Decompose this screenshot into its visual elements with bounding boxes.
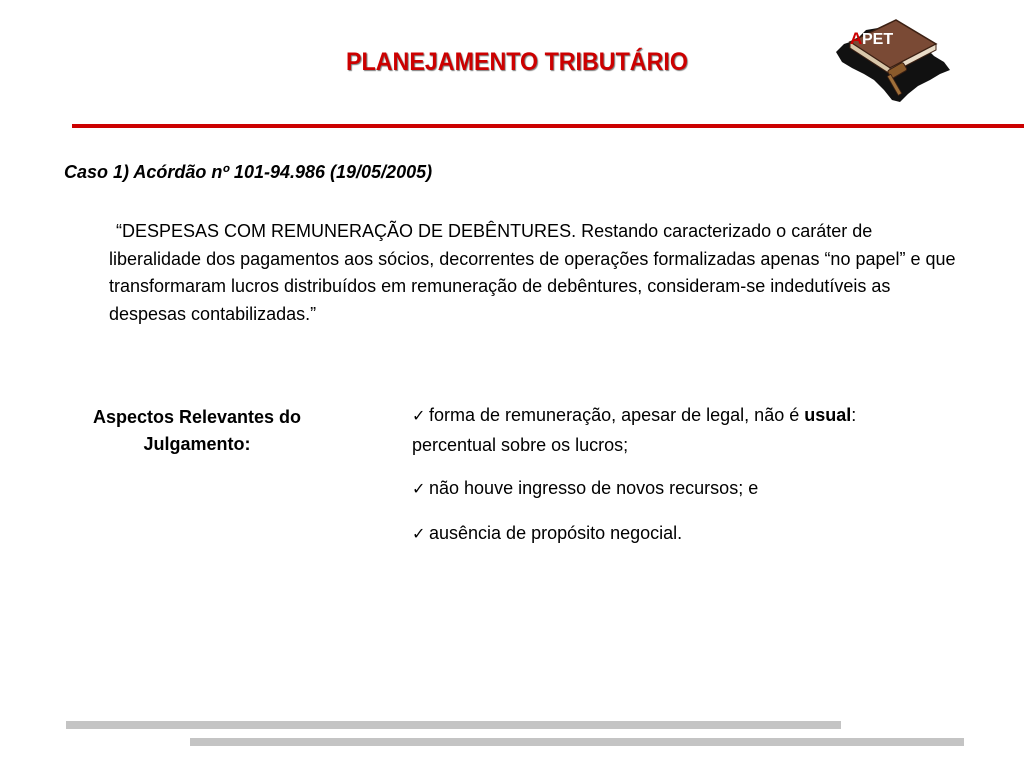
- footer-bar-top: [66, 721, 841, 729]
- footer-bar-bottom: [190, 738, 964, 746]
- page-title: PLANEJAMENTO TRIBUTÁRIO: [346, 48, 688, 76]
- list-item-text: não houve ingresso de novos recursos; e: [429, 478, 759, 498]
- checkmark-icon: ✓: [412, 526, 426, 543]
- checkmark-icon: ✓: [412, 408, 426, 425]
- case-heading: Caso 1) Acórdão nº 101-94.986 (19/05/2005): [64, 162, 433, 182]
- list-item-text-tail: : percentual sobre os lucros;: [412, 405, 857, 455]
- list-item-text: ausência de propósito negocial.: [429, 523, 683, 543]
- aspects-list: [412, 401, 932, 564]
- aspects-label: Aspectos Relevantes do Julgamento:: [92, 407, 302, 454]
- list-item: [412, 474, 932, 504]
- list-item-emphasis: usual: [804, 405, 852, 425]
- list-item: [412, 401, 932, 459]
- logo-letters-pet: PET: [862, 31, 894, 48]
- logo-letter-a: A: [850, 29, 863, 48]
- list-item-text: forma de remuneração, apesar de legal, não é: [429, 405, 805, 425]
- apet-logo: [830, 14, 954, 106]
- list-item: [412, 519, 932, 549]
- checkmark-icon: ✓: [412, 481, 426, 498]
- header-divider: [72, 124, 1024, 128]
- case-quote: “DESPESAS COM REMUNERAÇÃO DE DEBÊNTURES. Restando caracterizado o caráter de liberalidade dos pagamentos aos sócios, decorrentes de operações formalizadas apenas “no papel” e que transformaram lucros distribuídos em remuneração de debêntures, consideram-se indedutíveis as despesas contabilizadas.”: [109, 221, 956, 324]
